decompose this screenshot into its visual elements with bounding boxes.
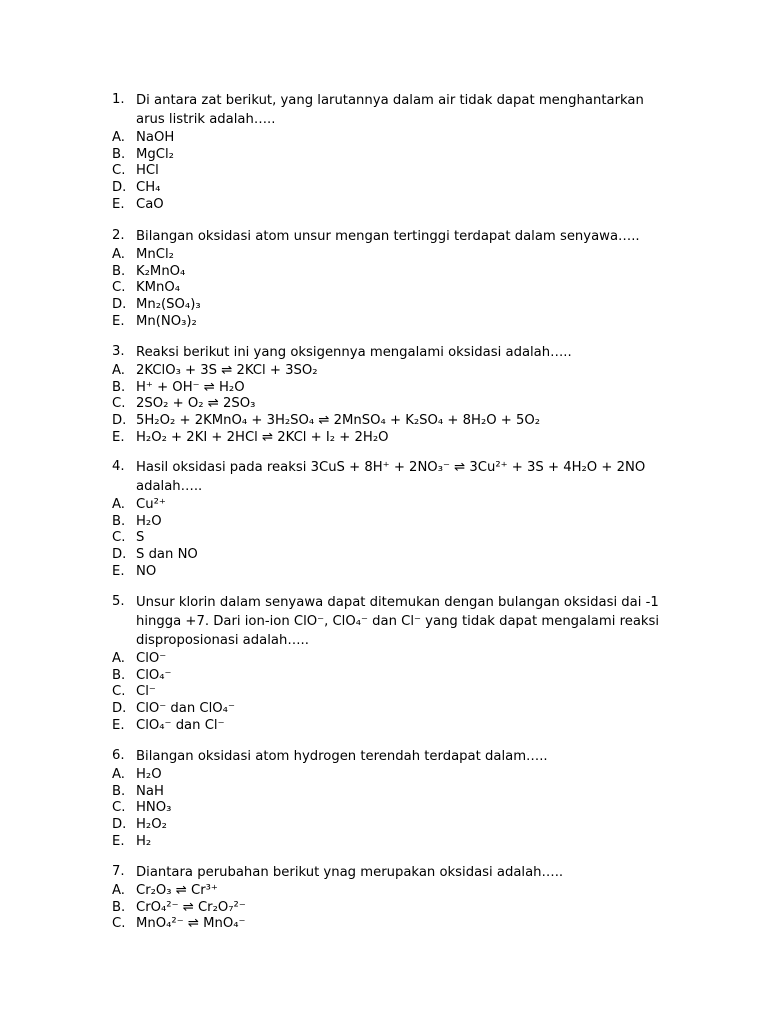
option-letter: D. [112, 180, 127, 196]
question-text: Bilangan oksidasi atom unsur mengan tertinggi terdapat dalam senyawa….. [136, 229, 640, 244]
option-a [112, 246, 672, 263]
option-letter: B. [112, 513, 126, 529]
option-text: H₂O [136, 513, 162, 529]
option-letter: C. [112, 280, 126, 296]
option-text: S [136, 530, 145, 546]
option-text: Mn(NO₃)₂ [136, 313, 197, 329]
option-letter: E. [112, 196, 125, 212]
option-text: NaOH [136, 130, 175, 145]
option-text: CrO₄²⁻ ⇌ Cr₂O₇²⁻ [136, 899, 246, 915]
question-number: 6. [112, 748, 125, 763]
option-c [112, 395, 672, 412]
option-a [112, 129, 672, 146]
option-letter: C. [112, 530, 126, 546]
option-d [112, 296, 672, 313]
option-text: ClO⁻ dan ClO₄⁻ [136, 701, 235, 717]
option-text: NO [136, 563, 157, 579]
option-letter: E. [112, 717, 125, 733]
option-letter: C. [112, 916, 126, 932]
option-letter: B. [112, 667, 126, 683]
question-number: 4. [112, 459, 125, 474]
option-a [112, 650, 672, 667]
option-a [112, 882, 672, 899]
option-text: MnO₄²⁻ ⇌ MnO₄⁻ [136, 916, 246, 932]
question-number: 2. [112, 228, 125, 243]
option-text: ClO⁻ [136, 651, 167, 666]
option-c [112, 799, 672, 816]
option-letter: D. [112, 413, 127, 429]
option-list [112, 766, 672, 849]
option-e [112, 833, 672, 850]
option-list [112, 246, 672, 329]
option-letter: B. [112, 379, 126, 395]
question-stem [112, 458, 672, 496]
question-text: Unsur klorin dalam senyawa dapat ditemukan dengan bulangan oksidasi dai -1 hingga +7. Dari ion-ion ClO⁻, ClO₄⁻ dan Cl⁻ yang tidak dapat mengalami reaksi disproposionasi adalah….. [136, 595, 660, 648]
option-b [112, 513, 672, 530]
question-text: Diantara perubahan berikut ynag merupakan oksidasi adalah….. [136, 865, 564, 880]
option-c [112, 529, 672, 546]
option-letter: B. [112, 146, 126, 162]
option-letter: B. [112, 263, 126, 279]
option-d [112, 700, 672, 717]
option-a [112, 496, 672, 513]
option-text: 2SO₂ + O₂ ⇌ 2SO₃ [136, 396, 256, 412]
option-list [112, 129, 672, 212]
option-letter: C. [112, 800, 126, 816]
question-5 [112, 593, 672, 733]
option-b [112, 667, 672, 684]
option-c [112, 683, 672, 700]
option-letter: D. [112, 297, 127, 313]
option-letter: C. [112, 163, 126, 179]
option-e [112, 717, 672, 734]
option-text: H⁺ + OH⁻ ⇌ H₂O [136, 379, 245, 395]
option-text: MnCl₂ [136, 247, 174, 262]
option-text: K₂MnO₄ [136, 263, 186, 279]
option-e [112, 313, 672, 330]
option-list [112, 362, 672, 445]
question-number: 5. [112, 594, 125, 609]
option-b [112, 899, 672, 916]
option-text: H₂O₂ [136, 817, 167, 833]
option-text: H₂ [136, 833, 152, 849]
option-letter: A. [112, 767, 125, 782]
question-stem [112, 227, 672, 246]
question-text: Hasil oksidasi pada reaksi 3CuS + 8H⁺ + 2NO₃⁻ ⇌ 3Cu²⁺ + 3S + 4H₂O + 2NO adalah….. [136, 460, 646, 494]
option-letter: A. [112, 497, 125, 512]
option-b [112, 263, 672, 280]
option-letter: E. [112, 313, 125, 329]
question-stem [112, 863, 672, 882]
option-e [112, 196, 672, 213]
option-text: ClO₄⁻ [136, 667, 172, 683]
option-text: 5H₂O₂ + 2KMnO₄ + 3H₂SO₄ ⇌ 2MnSO₄ + K₂SO₄ + 8H₂O + 5O₂ [136, 413, 541, 429]
option-text: 2KClO₃ + 3S ⇌ 2KCl + 3SO₂ [136, 363, 318, 378]
question-number: 1. [112, 92, 125, 107]
option-letter: A. [112, 247, 125, 262]
option-text: Mn₂(SO₄)₃ [136, 297, 201, 313]
option-text: H₂O₂ + 2KI + 2HCl ⇌ 2KCl + I₂ + 2H₂O [136, 429, 389, 445]
question-stem [112, 747, 672, 766]
option-letter: A. [112, 651, 125, 666]
question-7 [112, 863, 672, 932]
option-letter: E. [112, 563, 125, 579]
option-d [112, 179, 672, 196]
option-text: S dan NO [136, 547, 198, 563]
option-letter: C. [112, 684, 126, 700]
option-c [112, 162, 672, 179]
option-letter: A. [112, 363, 125, 378]
question-stem [112, 91, 672, 129]
option-e [112, 563, 672, 580]
option-text: ClO₄⁻ dan Cl⁻ [136, 717, 225, 733]
option-text: KMnO₄ [136, 280, 181, 296]
option-text: Cu²⁺ [136, 497, 166, 512]
option-b [112, 379, 672, 396]
question-stem [112, 593, 672, 650]
option-e [112, 429, 672, 446]
option-a [112, 766, 672, 783]
option-text: MgCl₂ [136, 146, 174, 162]
question-6 [112, 747, 672, 849]
option-text: Cl⁻ [136, 684, 156, 700]
option-text: H₂O [136, 767, 162, 782]
option-text: CaO [136, 196, 164, 212]
option-letter: D. [112, 817, 127, 833]
option-c [112, 279, 672, 296]
question-3 [112, 343, 672, 445]
option-list [112, 882, 672, 932]
option-letter: E. [112, 833, 125, 849]
option-letter: C. [112, 396, 126, 412]
question-number: 3. [112, 344, 125, 359]
option-text: HNO₃ [136, 800, 172, 816]
option-letter: D. [112, 701, 127, 717]
option-text: HCl [136, 163, 159, 179]
question-2 [112, 227, 672, 329]
question-text: Di antara zat berikut, yang larutannya dalam air tidak dapat menghantarkan arus listrik adalah….. [136, 93, 644, 127]
option-letter: B. [112, 899, 126, 915]
option-text: Cr₂O₃ ⇌ Cr³⁺ [136, 883, 218, 898]
question-text: Reaksi berikut ini yang oksigennya mengalami oksidasi adalah….. [136, 345, 572, 360]
option-letter: A. [112, 883, 125, 898]
option-letter: A. [112, 130, 125, 145]
question-number: 7. [112, 864, 125, 879]
option-d [112, 816, 672, 833]
option-d [112, 412, 672, 429]
option-list [112, 496, 672, 579]
option-text: CH₄ [136, 180, 161, 196]
option-c [112, 915, 672, 932]
option-letter: D. [112, 547, 127, 563]
option-a [112, 362, 672, 379]
question-text: Bilangan oksidasi atom hydrogen terendah terdapat dalam….. [136, 749, 548, 764]
option-letter: E. [112, 429, 125, 445]
option-letter: B. [112, 783, 126, 799]
option-d [112, 546, 672, 563]
question-stem [112, 343, 672, 362]
question-1 [112, 91, 672, 212]
question-4 [112, 458, 672, 579]
option-b [112, 783, 672, 800]
option-text: NaH [136, 783, 164, 799]
option-b [112, 146, 672, 163]
option-list [112, 650, 672, 733]
